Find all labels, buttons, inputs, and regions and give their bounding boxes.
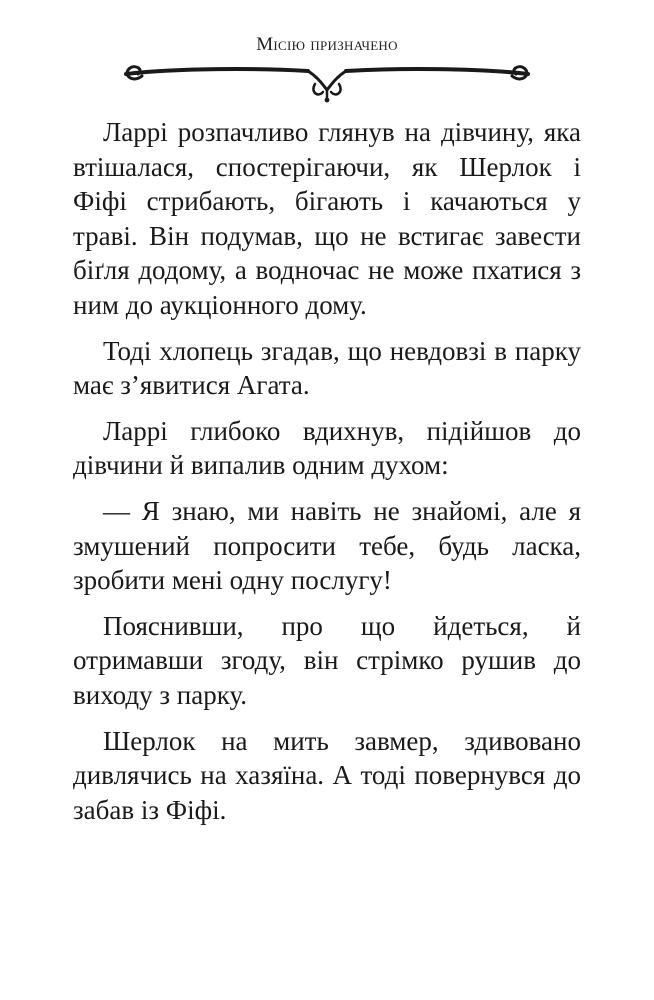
paragraph: Шерлок на мить завмер, здивовано дивлячись на хазяїна. А тоді повернувся до забав із Фіфі.	[73, 725, 581, 825]
paragraph: Пояснивши, про що йдеться, й отримавши згоду, він стрімко рушив до виходу з парку.	[73, 610, 581, 710]
paragraph: Ларрі розпачливо глянув на дівчину, яка втішалася, спостерігаючи, як Шерлок і Фіфі стрибають, бігають і качаються у траві. Він подумав, що не встигає завести біґля додому, а водночас не може пхатися з ним до аукціонного дому.	[73, 117, 581, 320]
paragraph: Ларрі глибоко вдихнув, підійшов до дівчини й випалив одним духом:	[73, 415, 581, 481]
paragraph: Тоді хлопець згадав, що невдовзі в парку має з’явитися Агата.	[73, 335, 581, 401]
running-head: Місію призначено	[256, 34, 398, 55]
ornament-divider	[118, 58, 536, 108]
paragraph: — Я знаю, ми навіть не знайомі, але я змушений попросити тебе, будь ласка, зробити мені одну послугу!	[73, 495, 581, 596]
body-text	[73, 115, 581, 838]
